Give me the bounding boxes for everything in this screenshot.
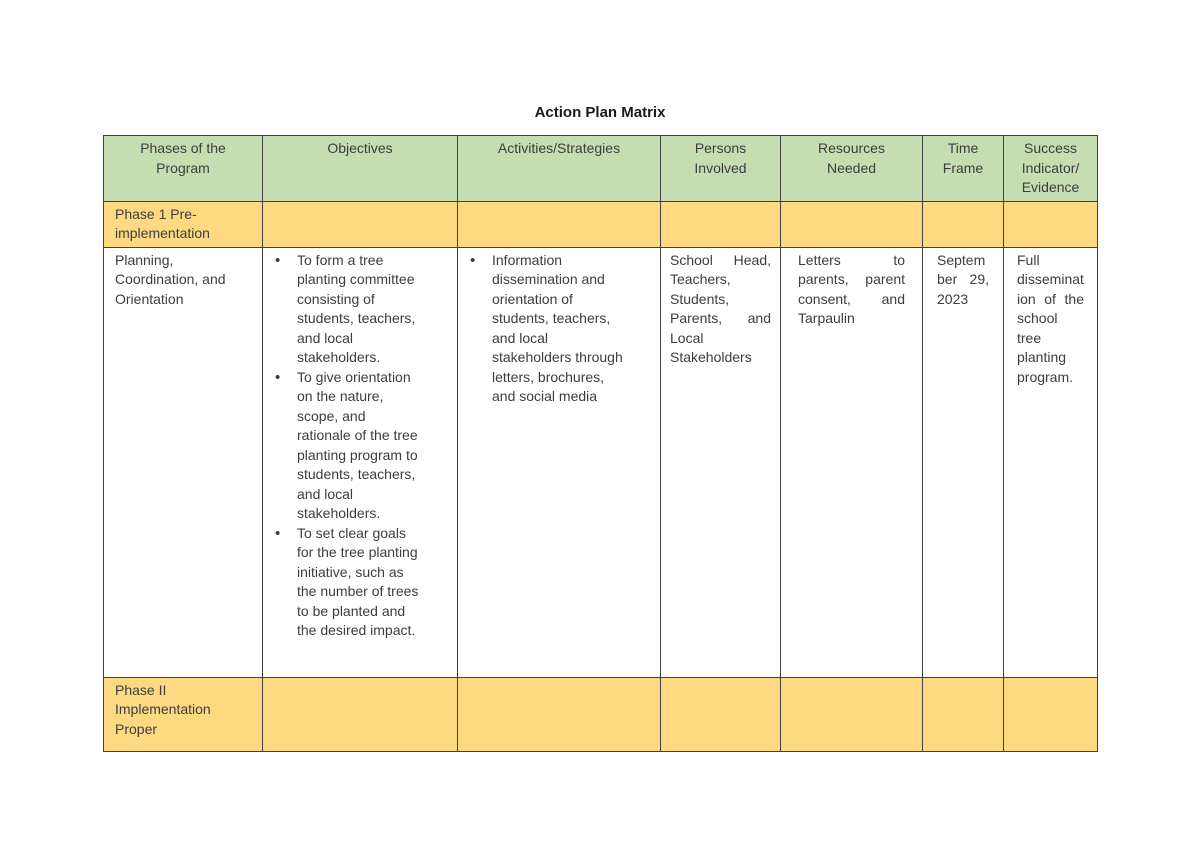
- main-content-row: [104, 247, 1098, 677]
- empty-cell: [458, 201, 661, 247]
- empty-cell: [923, 201, 1004, 247]
- header-cell-activities: Activities/Strategies: [458, 136, 661, 202]
- phase2-label-cell: Phase II Implementation Proper: [104, 677, 263, 751]
- header-cell-persons: Persons Involved: [661, 136, 781, 202]
- objectives-cell: [263, 247, 458, 677]
- phase1-label-cell: Phase 1 Pre-implementation: [104, 201, 263, 247]
- phase1-row: [104, 201, 1098, 247]
- objective-item: • To give orientation on the nature, scope, and rationale of the tree planting program to students, teachers, and local stakeholders.: [297, 368, 422, 524]
- phase2-row: [104, 677, 1098, 751]
- empty-cell: [923, 677, 1004, 751]
- header-cell-timeframe: Time Frame: [923, 136, 1004, 202]
- persons-involved-cell: School Head, Teachers, Students, Parents, and Local Stakeholders: [661, 247, 781, 677]
- header-cell-success: Success Indicator/ Evidence: [1004, 136, 1098, 202]
- empty-cell: [661, 677, 781, 751]
- objective-item: • To form a tree planting committee consisting of students, teachers, and local stakeholders.: [297, 251, 422, 368]
- page-title: Action Plan Matrix: [534, 104, 666, 121]
- resources-needed-cell: Letters to parents, parent consent, and Tarpaulin: [781, 247, 923, 677]
- empty-cell: [263, 677, 458, 751]
- activities-cell: [458, 247, 661, 677]
- table-header-row: [104, 136, 1098, 202]
- success-indicator-cell: Full dissemination of the school tree planting program.: [1004, 247, 1098, 677]
- empty-cell: [1004, 677, 1098, 751]
- objective-item: • To set clear goals for the tree planting initiative, such as the number of trees to be planted and the desired impact.: [297, 524, 422, 641]
- time-frame-cell: September 29, 2023: [923, 247, 1004, 677]
- objectives-list: [270, 251, 450, 641]
- empty-cell: [661, 201, 781, 247]
- action-plan-table: [103, 135, 1098, 752]
- empty-cell: [781, 201, 923, 247]
- header-cell-phases: Phases of the Program: [104, 136, 263, 202]
- header-cell-objectives: Objectives: [263, 136, 458, 202]
- activity-item: • Information dissemination and orientation of students, teachers, and local stakeholders through letters, brochures, and social media: [492, 251, 628, 407]
- empty-cell: [1004, 201, 1098, 247]
- empty-cell: [458, 677, 661, 751]
- activities-list: [465, 251, 653, 407]
- empty-cell: [263, 201, 458, 247]
- phase-detail-cell: Planning, Coordination, and Orientation: [104, 247, 263, 677]
- empty-cell: [781, 677, 923, 751]
- header-cell-resources: Resources Needed: [781, 136, 923, 202]
